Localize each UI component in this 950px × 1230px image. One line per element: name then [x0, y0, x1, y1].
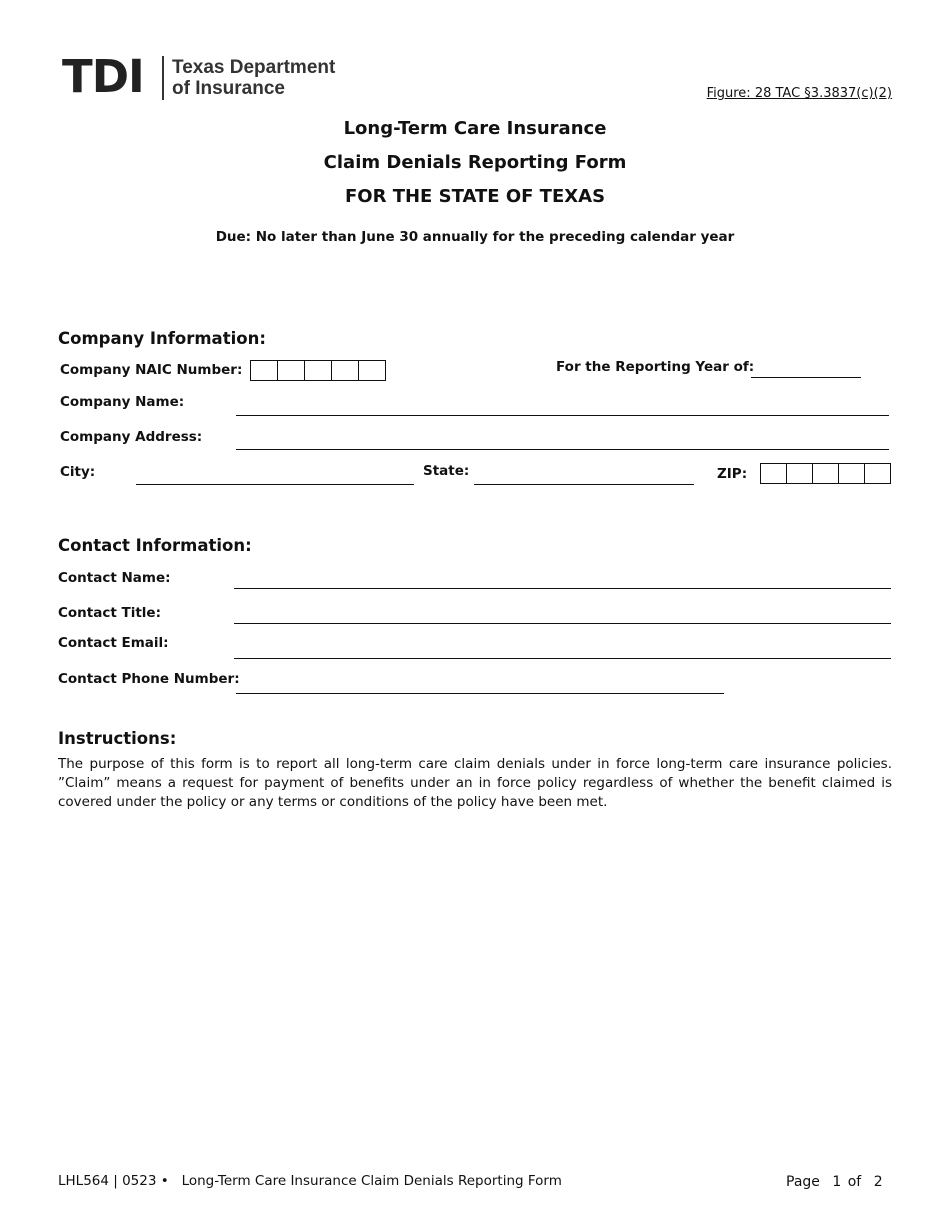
page-indicator — [786, 1174, 883, 1190]
tdi-logo-abbrev: TDI — [62, 50, 144, 103]
city-field[interactable] — [136, 484, 414, 485]
title-line-1: Long-Term Care Insurance — [343, 118, 607, 139]
contact-phone-field[interactable] — [236, 693, 724, 694]
logo-divider — [162, 56, 164, 100]
logo-line-2: of Insurance — [172, 78, 285, 99]
naic-digit-box[interactable] — [305, 361, 332, 380]
zip-boxes[interactable] — [760, 463, 891, 484]
company-info-heading: Company Information: — [58, 329, 266, 348]
contact-email-field[interactable] — [234, 658, 891, 659]
page-word: Page — [786, 1174, 820, 1190]
contact-name-field[interactable] — [234, 588, 891, 589]
city-label: City: — [60, 464, 96, 480]
due-date-notice: Due: No later than June 30 annually for the preceding calendar year — [215, 229, 735, 245]
zip-digit-box[interactable] — [865, 464, 890, 483]
contact-email-label: Contact Email: — [58, 635, 169, 651]
naic-digit-box[interactable] — [278, 361, 305, 380]
contact-name-label: Contact Name: — [58, 570, 171, 586]
company-name-field[interactable] — [236, 415, 889, 416]
contact-info-heading: Contact Information: — [58, 536, 252, 555]
instructions-heading: Instructions: — [58, 729, 177, 748]
zip-label: ZIP: — [717, 466, 748, 482]
state-field[interactable] — [474, 484, 694, 485]
zip-digit-box[interactable] — [839, 464, 865, 483]
naic-digit-box[interactable] — [251, 361, 278, 380]
naic-number-boxes[interactable] — [250, 360, 386, 381]
title-line-2: Claim Denials Reporting Form — [323, 152, 627, 173]
zip-digit-box[interactable] — [813, 464, 839, 483]
logo-line-1: Texas Department — [172, 57, 336, 78]
zip-digit-box[interactable] — [787, 464, 813, 483]
figure-reference: Figure: 28 TAC §3.3837(c)(2) — [706, 86, 892, 101]
state-label: State: — [423, 463, 470, 479]
instructions-body: The purpose of this form is to report all long-term care claim denials under in force long-term care insurance policies. ”Claim” means a request for payment of benefits under an in force policy regardless of whether the benefit claimed is covered under the policy or any terms or conditions of the policy have been met. — [58, 756, 892, 810]
page-total: 2 — [873, 1174, 883, 1190]
tdi-logo-text — [172, 57, 335, 99]
company-name-label: Company Name: — [60, 394, 185, 410]
naic-label: Company NAIC Number: — [60, 362, 243, 378]
naic-digit-box[interactable] — [359, 361, 385, 380]
reporting-year-label: For the Reporting Year of: — [556, 359, 755, 375]
company-address-label: Company Address: — [60, 429, 203, 445]
of-word: of — [847, 1174, 862, 1190]
reporting-year-field[interactable] — [751, 377, 861, 378]
contact-title-label: Contact Title: — [58, 605, 161, 621]
page-number: 1 — [832, 1174, 842, 1190]
naic-digit-box[interactable] — [332, 361, 359, 380]
contact-phone-label: Contact Phone Number: — [58, 671, 240, 687]
footer-form-info: LHL564 | 0523 • Long-Term Care Insurance Claim Denials Reporting Form — [58, 1173, 562, 1189]
title-line-3: FOR THE STATE OF TEXAS — [344, 186, 606, 207]
contact-title-field[interactable] — [234, 623, 891, 624]
company-address-field[interactable] — [236, 449, 889, 450]
zip-digit-box[interactable] — [761, 464, 787, 483]
